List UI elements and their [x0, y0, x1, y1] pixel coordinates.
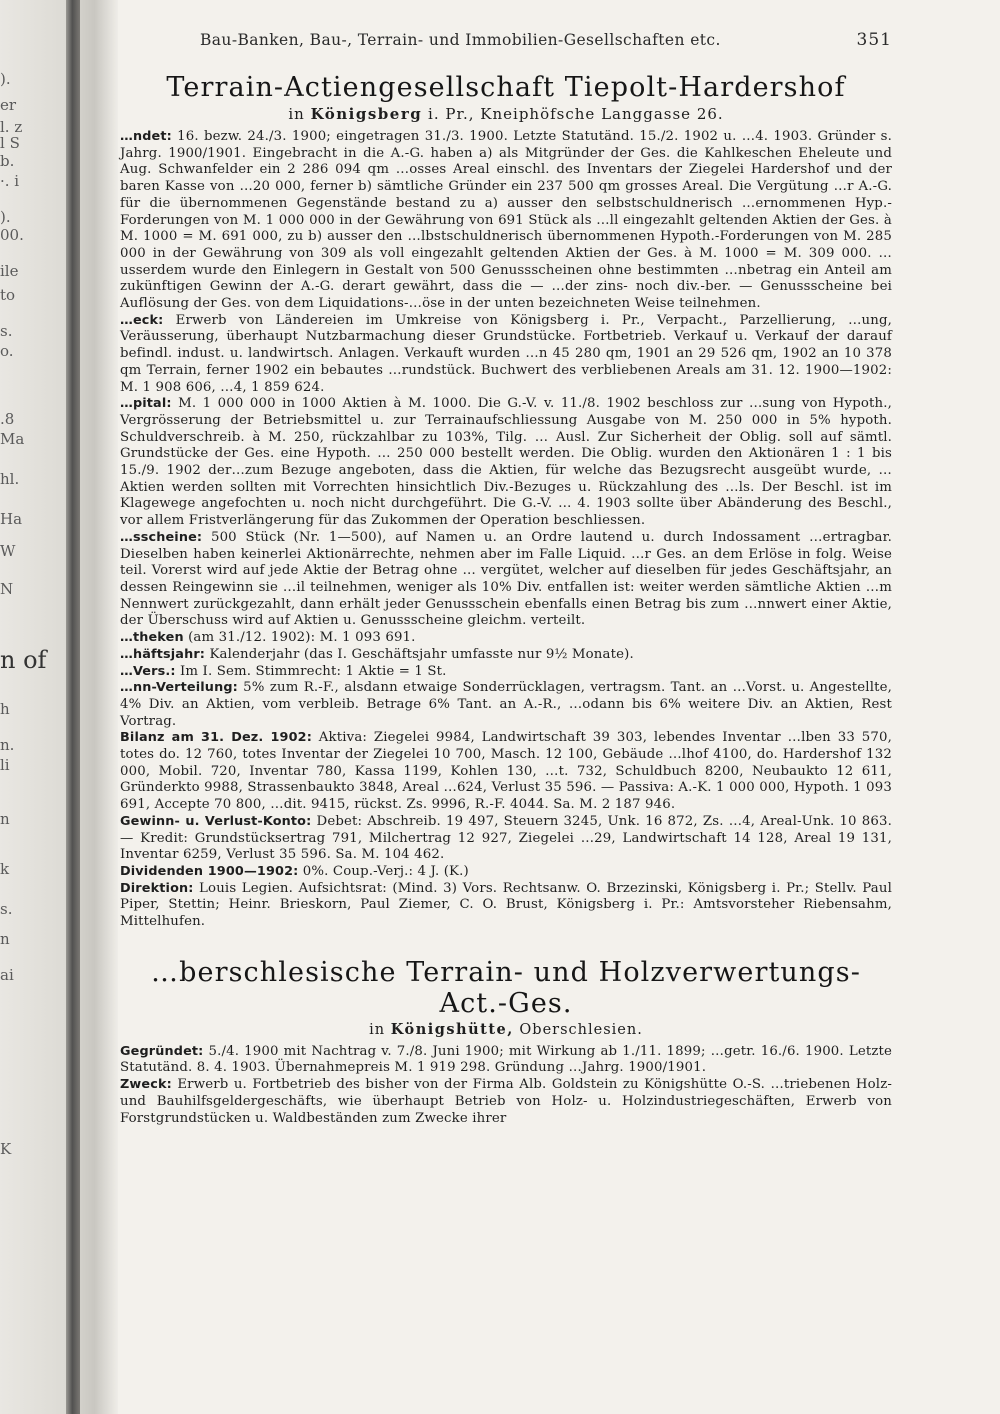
- gutter-fragment: s.: [0, 322, 13, 340]
- company-entry-1: [120, 72, 892, 931]
- location-city: Königshütte,: [390, 1020, 514, 1038]
- section-text: 16. bezw. 24./3. 1900; eingetragen 31./3. 1900. Letzte Statutänd. 15./2. 1902 u. …4. 1903. Gründer s. Jahrg. 1900/1901. Eingebracht in die A.-G. haben a) als Mitgründer der Ges. die Kahlkeschen Eheleute und Aug. Schwanfelder ein 2 286 094 qm …osses Areal einschl. des Inventars der Ziegelei Hardershof und der baren Kasse von …20 000, ferner b) sämtliche Gründer ein 237 500 qm grosses Areal. Die Vergütung …r A.-G. für die übernommenen Gegenstände bestand zu a) ausser den selbstschuldnerisch …ernommenen Hyp.-Forderungen von M. 1 000 000 in der Gewährung von 691 Stück als …ll eingezahlt geltenden Aktien der Ges. à M. 1000 = M. 691 000, zu b) ausser den …lbstschuldnerisch übernommenen Hypoth.-Forderungen von M. 285 000 in der Gewährung von 309 als voll eingezahlt geltenden Aktien der Ges. à M. 1000 = M. 309 000. …usserdem wurde den Einlegern in Gestalt von 500 Genussscheinen ohne bestimmten …nbetrag ein Anteil am zukünftigen Gewinn der A.-G. derart gewährt, dass die — …der zins- noch div.-ber. — Genussscheine bei Auflösung der Ges. von dem Liquidations-…öse in der unten bezeichneten Weise teilnehmen.: [120, 129, 892, 312]
- location-city: Königsberg: [310, 105, 423, 123]
- company-1-location: [120, 105, 892, 123]
- company-entry-2: [120, 957, 892, 1128]
- gutter-fragment: W: [0, 542, 16, 560]
- gutter-fragment: k: [0, 860, 10, 878]
- gutter-fragment: n.: [0, 736, 15, 754]
- gutter-fragment: .8: [0, 410, 15, 428]
- running-head: [120, 24, 892, 50]
- left-margin-adjacent-page: [0, 0, 118, 1414]
- section-text: Debet: Abschreib. 19 497, Steuern 3245, Unk. 16 872, Zs. …4, Areal-Unk. 10 863. — Kredit: Grundstücksertrag 791, Milchertrag 12 927, Ziegelei …29, Landwirtschaft 14 128, Areal 19 131, Inventar 6259, Verlust 35 596. Sa. M. 104 462.: [120, 813, 892, 863]
- location-suffix: Oberschlesien.: [519, 1021, 643, 1038]
- company-2-location: [120, 1021, 892, 1038]
- gutter-fragment: er: [0, 96, 17, 114]
- entry-paragraph: [120, 1044, 892, 1077]
- document-page: [120, 24, 892, 1127]
- entry-paragraph: [120, 1077, 892, 1127]
- entry-paragraph: [120, 881, 892, 931]
- section-text: (am 31./12. 1902): M. 1 093 691.: [183, 630, 416, 646]
- gutter-fragment: Ma: [0, 430, 25, 448]
- gutter-fragment: ai: [0, 966, 14, 984]
- section-label: Gewinn- u. Verlust-Konto:: [120, 813, 312, 829]
- company-1-title: Terrain-Actiengesellschaft Tiepolt-Hardershof: [166, 72, 846, 103]
- entry-paragraph: [120, 129, 892, 313]
- section-label: …pital:: [120, 396, 172, 412]
- gutter-fragment: N: [0, 580, 14, 598]
- entry-paragraph: [120, 664, 892, 681]
- section-text: Louis Legien. Aufsichtsrat: (Mind. 3) Vors. Rechtsanw. O. Brzezinski, Königsberg i. Pr.; Stellv. Paul Piper, Stettin; Heinr. Brieskorn, Paul Ziemer, C. O. Brust, Königsberg i. Pr.: Amtsvorsteher Riebensahm, Mittelhufen.: [120, 880, 892, 930]
- entry-paragraph: [120, 647, 892, 664]
- gutter-fragment: n: [0, 930, 10, 948]
- entry-paragraph: [120, 814, 892, 864]
- company-2-title: …berschlesische Terrain- und Holzverwertungs-Act.-Ges.: [151, 956, 861, 1019]
- gutter-fragment: l. z: [0, 118, 23, 136]
- section-text: Im I. Sem. Stimmrecht: 1 Aktie = 1 St.: [175, 663, 447, 679]
- section-label: …sscheine:: [120, 529, 203, 545]
- entry-paragraph: [120, 530, 892, 630]
- location-suffix: i. Pr., Kneiphöfsche Langgasse 26.: [428, 105, 724, 123]
- running-head-title: Bau-Banken, Bau-, Terrain- und Immobilien-Gesellschaften etc.: [200, 31, 721, 49]
- section-text: 500 Stück (Nr. 1—500), auf Namen u. an Ordre lautend u. durch Indossament …ertragbar. Dieselben haben keinerlei Aktionärrechte, nehmen aber im Falle Liquid. …r Ges. an dem Erlöse in folg. Weise teil. Vorerst wird auf jede Aktie der Betrag ohne … vergütet, welcher auf dieselben für jedes Geschäftsjahr, an dessen Reingewinn sie …il teilnehmen, weniger als 10% Div. entfallen ist: weiter werden sämtliche Aktien …m Nennwert zurückgezahlt, dann erhält jeder Genussschein ebenfalls einen Betrag bis zum …nnwert einer Aktie, der Überschuss wird auf Aktien u. Genussscheine gleichm. verteilt.: [120, 529, 892, 629]
- section-label: Dividenden 1900—1902:: [120, 863, 299, 879]
- gutter-fragment: K: [0, 1140, 12, 1158]
- gutter-fragment: s.: [0, 900, 13, 918]
- gutter-fragment: hl.: [0, 470, 20, 488]
- entry-paragraph: [120, 396, 892, 530]
- gutter-fragment: b.: [0, 152, 15, 170]
- section-label: Zweck:: [120, 1077, 172, 1093]
- section-label: …nn-Verteilung:: [120, 680, 238, 696]
- company-2-body: [120, 1044, 892, 1128]
- section-text: Erwerb u. Fortbetrieb des bisher von der Firma Alb. Goldstein zu Königshütte O.-S. …triebenen Holz- und Bauhilfsgeldergeschäfts, wie überhaupt Betrieb von Holz- u. Holzindustriegeschäften, Erwerb von Forstgrundstücken u. Waldbeständen zum Zwecke ihrer: [120, 1077, 892, 1126]
- section-text: M. 1 000 000 in 1000 Aktien à M. 1000. Die G.-V. v. 11./8. 1902 beschloss zur …sung von Hypoth., Vergrösserung der Betriebsmittel u. zur Terrainaufschliessung Ausgabe von M. 250 000 in 5% hypoth. Schuldverschreib. à M. 250, rückzahlbar zu 103%, Tilg. … Ausl. Zur Sicherheit der Oblig. soll auf sämtl. Grundstücke der Ges. eine Hypoth. … 250 000 bestellt werden. Die Oblig. wurden den Aktionären 1 : 1 bis 15./9. 1902 der…zum Bezuge angeboten, dass die Aktien, für welche das Bezugsrecht ausgeübt wurde, …Aktien werden sollten mit Vorrechten hinsichtlich Div.-Bezuges u. Rückzahlung des …ls. Der Beschl. ist im Klagewege angefochten u. noch nicht durchgeführt. Die G.-V. … 4. 1903 sollte über Abänderung des Beschl., vor allem Fristverlängerung für das Zukommen der Operation beschliessen.: [120, 396, 892, 529]
- entry-paragraph: [120, 864, 892, 881]
- section-text: Erwerb von Ländereien im Umkreise von Königsberg i. Pr., Verpacht., Parzellierung, …ung, Veräusserung, überhaupt Nutzbarmachung dieser Grundstücke. Fortbetrieb. Verkauf u. Verkauf der darauf befindl. indust. u. landwirtsch. Anlagen. Verkauft wurden …n 45 280 qm, 1901 an 29 526 qm, 1902 an 10 378 qm Terrain, ferner 1902 ein bebautes …rundstück. Buchwert des verbliebenen Areals am 31. 12. 1900—1902: M. 1 908 606, …4, 1 859 624.: [120, 312, 892, 395]
- page-number: 351: [856, 30, 892, 50]
- section-label: Gegründet:: [120, 1043, 204, 1059]
- section-label: …theken: [120, 630, 184, 646]
- section-text: 5./4. 1900 mit Nachtrag v. 7./8. Juni 1900; mit Wirkung ab 1./11. 1899; …getr. 16./6. 1900. Letzte Statutänd. 8. 4. 1903. Übernahmepreis M. 1 919 298. Gründung …Jahrg. 1900/1901.: [120, 1043, 892, 1076]
- section-text: Kalenderjahr (das I. Geschäftsjahr umfasste nur 9½ Monate).: [205, 646, 634, 662]
- section-label: Bilanz am 31. Dez. 1902:: [120, 730, 312, 746]
- gutter-fragment: ).: [0, 70, 11, 88]
- entry-paragraph: [120, 680, 892, 730]
- gutter-fragment: o.: [0, 342, 14, 360]
- section-label: Direktion:: [120, 880, 194, 896]
- section-label: …ndet:: [120, 129, 172, 144]
- company-1-body: [120, 129, 892, 931]
- section-label: …eck:: [120, 312, 164, 328]
- gutter-fragment: ·. i: [0, 172, 20, 190]
- entry-paragraph: [120, 630, 892, 647]
- section-text: 5% zum R.-F., alsdann etwaige Sonderrücklagen, vertragsm. Tant. an …Vorst. u. Angestellte, 4% Div. an Aktien, vom verbleib. Betrage 6% Tant. an A.-R., …odann bis 6% weitere Div. an Aktien, Rest Vortrag.: [120, 680, 892, 729]
- gutter-fragment: h: [0, 700, 10, 718]
- gutter-fragment: n: [0, 810, 10, 828]
- section-label: …Vers.:: [120, 663, 176, 679]
- section-text: 0%. Coup.-Verj.: 4 J. (K.): [298, 863, 469, 879]
- gutter-fragment: n of: [0, 646, 47, 674]
- location-prefix: in: [369, 1021, 386, 1038]
- gutter-fragment: Ha: [0, 510, 23, 528]
- entry-paragraph: [120, 730, 892, 814]
- section-text: Aktiva: Ziegelei 9984, Landwirtschaft 39 303, lebendes Inventar …lben 33 570, totes do. 12 760, totes Inventar der Ziegelei 10 700, Masch. 12 100, Gebäude …lhof 4100, do. Hardershof 132 000, Mobil. 720, Inventar 780, Kassa 1199, Kohlen 130, …t. 732, Schuldbuch 8200, Neubaukto 12 611, Gründerkto 9988, Strassenbaukto 3848, Areal …624, Verlust 35 596. — Passiva: A.-K. 1 000 000, Hypoth. 1 093 691, Accepte 70 800, …dit. 9415, rückst. Zs. 9996, R.-F. 4044. Sa. M. 2 187 946.: [120, 730, 892, 813]
- gutter-fragment: to: [0, 286, 16, 304]
- gutter-fragment: li: [0, 756, 10, 774]
- gutter-fragment: 00.: [0, 226, 24, 244]
- location-prefix: in: [288, 105, 305, 123]
- gutter-fragment: l S: [0, 134, 20, 152]
- book-spine-shadow: [66, 0, 80, 1414]
- gutter-fragment: ).: [0, 208, 11, 226]
- entry-paragraph: [120, 313, 892, 397]
- section-label: …häftsjahr:: [120, 646, 206, 662]
- gutter-fragment: ile: [0, 262, 19, 280]
